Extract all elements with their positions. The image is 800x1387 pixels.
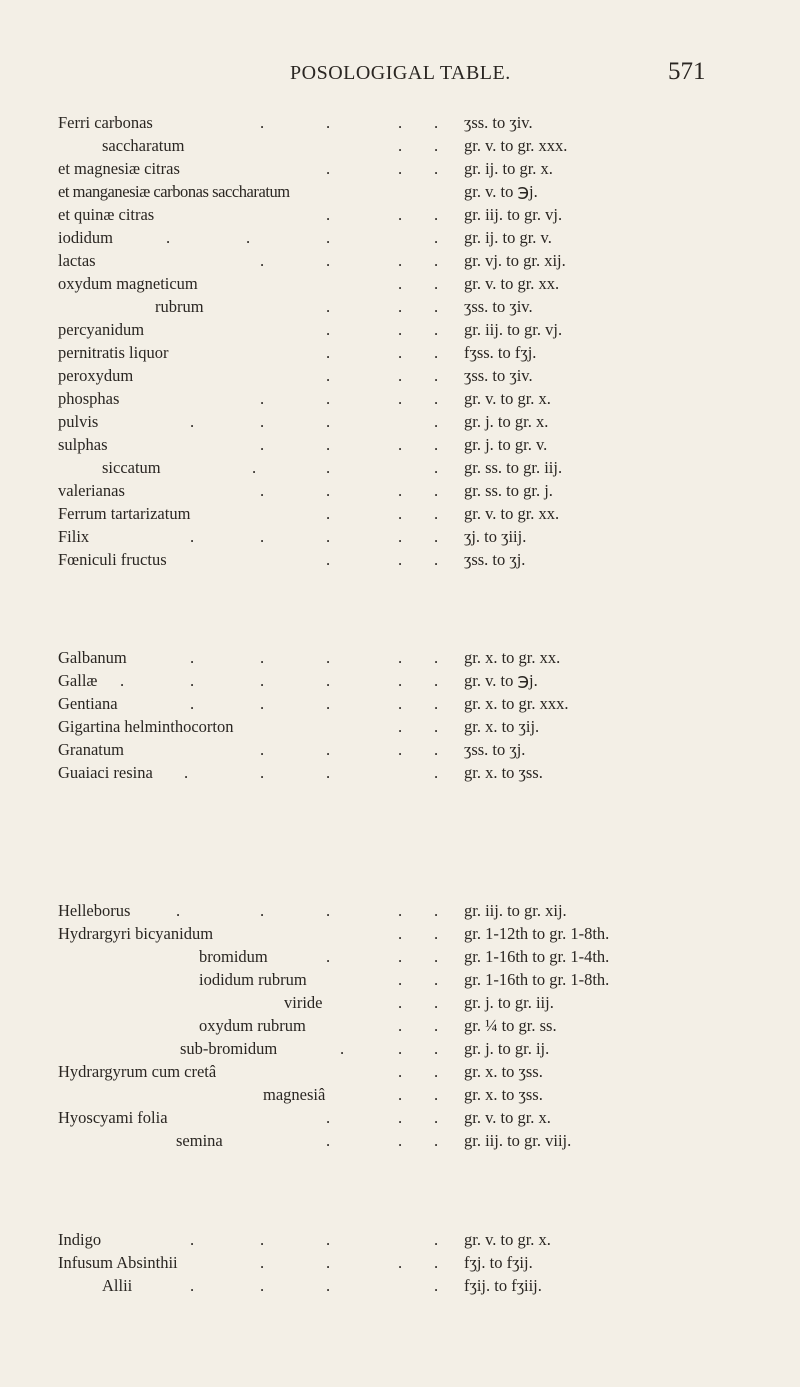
drug-name: Gigartina helminthocorton: [58, 717, 234, 736]
drug-name: Hydrargyrum cum cretâ: [58, 1062, 217, 1081]
drug-name: siccatum: [102, 458, 161, 477]
table-row: magnesiâ . . gr. x. to ʒss.: [263, 1085, 543, 1104]
dose-value: gr. ij. to gr. x.: [464, 159, 553, 178]
page-number: 571: [668, 58, 706, 85]
table-row: pernitratis liquor . . . fʒss. to fʒj.: [58, 343, 537, 362]
table-row: pulvis . . . . gr. j. to gr. x.: [58, 412, 549, 431]
table-row: bromidum . . . gr. 1-16th to gr. 1-4th.: [199, 947, 610, 966]
drug-name: Guaiaci resina: [58, 763, 153, 782]
drug-name: Gentiana: [58, 694, 118, 713]
page-title: POSOLOGIGAL TABLE.: [290, 62, 511, 84]
table-row: viride . . gr. j. to gr. iij.: [284, 993, 554, 1012]
drug-name: rubrum: [155, 297, 204, 316]
drug-name: oxydum magneticum: [58, 274, 198, 293]
drug-name: percyanidum: [58, 320, 145, 339]
dose-value: gr. x. to gr. xx.: [464, 648, 561, 667]
dose-value: gr. v. to gr. xx.: [464, 274, 560, 293]
dose-value: gr. v. to gr. x.: [464, 389, 551, 408]
dose-value: gr. 1-16th to gr. 1-8th.: [464, 970, 610, 989]
page-header: [0, 58, 800, 92]
drug-name: oxydum rubrum: [199, 1016, 306, 1035]
table-row: saccharatum . . gr. v. to gr. xxx.: [102, 136, 568, 155]
dose-value: gr. ss. to gr. iij.: [464, 458, 563, 477]
dose-value: gr. v. to gr. xx.: [464, 504, 560, 523]
table-row: Hydrargyri bicyanidum . . gr. 1-12th to gr. 1-8th.: [58, 924, 610, 943]
dose-value: gr. v. to gr. xxx.: [464, 136, 568, 155]
dose-value: ʒss. to ʒiv.: [464, 297, 533, 316]
table-row: rubrum . . . ʒss. to ʒiv.: [155, 297, 533, 316]
dose-value: gr. j. to gr. iij.: [464, 993, 554, 1012]
dose-value: fʒj. to fʒij.: [464, 1253, 533, 1272]
dose-value: gr. v. to ℈j.: [464, 671, 538, 690]
table-row: Filix . . . . . ʒj. to ʒiij.: [58, 527, 527, 546]
drug-name: pernitratis liquor: [58, 343, 169, 362]
drug-name: Fœniculi fructus: [58, 550, 167, 569]
drug-name: Gallæ: [58, 671, 98, 690]
dose-value: ʒss. to ʒiv.: [464, 113, 533, 132]
dose-value: gr. 1-12th to gr. 1-8th.: [464, 924, 610, 943]
dose-value: gr. v. to ℈j.: [464, 182, 538, 201]
drug-name: lactas: [58, 251, 96, 270]
dose-value: gr. x. to ʒss.: [464, 763, 543, 782]
dose-value: gr. j. to gr. ij.: [464, 1039, 550, 1058]
dose-value: gr. ss. to gr. j.: [464, 481, 553, 500]
table-row: Helleborus . . . . . gr. iij. to gr. xij.: [58, 901, 567, 920]
table-row: iodidum rubrum . . gr. 1-16th to gr. 1-8th.: [199, 970, 610, 989]
table-row: Fœniculi fructus . . . ʒss. to ʒj.: [58, 550, 526, 569]
dose-value: gr. x. to gr. xxx.: [464, 694, 569, 713]
drug-name: semina: [176, 1131, 223, 1150]
table-row: Infusum Absinthii . . . . fʒj. to fʒij.: [58, 1253, 533, 1272]
table-row: iodidum . . . . gr. ij. to gr. v.: [58, 228, 552, 247]
drug-name: et manganesiæ carbonas saccharatum: [58, 182, 290, 201]
dose-value: fʒij. to fʒiij.: [464, 1276, 542, 1295]
drug-name: et magnesiæ citras: [58, 159, 180, 178]
drug-name: magnesiâ: [263, 1085, 326, 1104]
dose-value: gr. j. to gr. v.: [464, 435, 548, 454]
drug-name: iodidum: [58, 228, 114, 247]
drug-name: Helleborus: [58, 901, 131, 920]
dose-value: ʒj. to ʒiij.: [464, 527, 527, 546]
table-row: Allii . . . . fʒij. to fʒiij.: [102, 1276, 542, 1295]
dose-value: gr. j. to gr. x.: [464, 412, 549, 431]
dose-value: ʒss. to ʒj.: [464, 740, 526, 759]
table-row: phosphas . . . . gr. v. to gr. x.: [58, 389, 551, 408]
dose-value: ʒss. to ʒiv.: [464, 366, 533, 385]
table-row: sulphas . . . . gr. j. to gr. v.: [58, 435, 548, 454]
table-row: oxydum magneticum . . gr. v. to gr. xx.: [58, 274, 560, 293]
drug-name: pulvis: [58, 412, 99, 431]
table-row: Guaiaci resina . . . . gr. x. to ʒss.: [58, 763, 543, 782]
drug-name: Indigo: [58, 1230, 102, 1249]
drug-name: Galbanum: [58, 648, 127, 667]
drug-name: Hyoscyami folia: [58, 1108, 168, 1127]
dose-value: gr. ¼ to gr. ss.: [464, 1016, 557, 1035]
drug-name: sulphas: [58, 435, 108, 454]
table-row: Ferrum tartarizatum . . . gr. v. to gr. xx.: [58, 504, 560, 523]
dose-value: gr. x. to ʒss.: [464, 1062, 543, 1081]
table-row: Hyoscyami folia . . . gr. v. to gr. x.: [58, 1108, 551, 1127]
table-row: percyanidum . . . gr. iij. to gr. vj.: [58, 320, 563, 339]
drug-name: viride: [284, 993, 323, 1012]
dose-value: gr. v. to gr. x.: [464, 1230, 551, 1249]
table-row: Gallæ . . . . . . gr. v. to ℈j.: [58, 671, 538, 690]
drug-name: Allii: [102, 1276, 133, 1295]
table-row: [0, 181, 800, 203]
drug-name: Ferri carbonas: [58, 113, 153, 132]
table-row: Ferri carbonas . . . . ʒss. to ʒiv.: [58, 113, 533, 132]
drug-name: phosphas: [58, 389, 120, 408]
drug-name: Hydrargyri bicyanidum: [58, 924, 214, 943]
table-row: et quinæ citras . . . gr. iij. to gr. vj.: [58, 205, 563, 224]
dose-value: ʒss. to ʒj.: [464, 550, 526, 569]
dose-value: gr. x. to ʒij.: [464, 717, 540, 736]
table-row: Gigartina helminthocorton . . gr. x. to ʒij.: [58, 717, 540, 736]
drug-name: peroxydum: [58, 366, 134, 385]
table-row: lactas . . . . gr. vj. to gr. xij.: [58, 251, 566, 270]
dose-value: gr. v. to gr. x.: [464, 1108, 551, 1127]
table-row: peroxydum . . . ʒss. to ʒiv.: [58, 366, 533, 385]
drug-name: Granatum: [58, 740, 124, 759]
dose-value: gr. iij. to gr. vj.: [464, 320, 563, 339]
dose-value: gr. iij. to gr. xij.: [464, 901, 567, 920]
table-row: valerianas . . . . gr. ss. to gr. j.: [58, 481, 553, 500]
dose-value: gr. 1-16th to gr. 1-4th.: [464, 947, 610, 966]
dose-value: gr. iij. to gr. vj.: [464, 205, 563, 224]
table-row: siccatum . . . gr. ss. to gr. iij.: [102, 458, 563, 477]
drug-name: Ferrum tartarizatum: [58, 504, 191, 523]
table-row: Indigo . . . . gr. v. to gr. x.: [58, 1230, 551, 1249]
drug-name: Infusum Absinthii: [58, 1253, 178, 1272]
table-row: Hydrargyrum cum cretâ . . gr. x. to ʒss.: [58, 1062, 543, 1081]
drug-name: bromidum: [199, 947, 268, 966]
table-row: Galbanum . . . . . gr. x. to gr. xx.: [58, 648, 561, 667]
drug-name: sub-bromidum: [180, 1039, 278, 1058]
table-row: et magnesiæ citras . . . gr. ij. to gr. x.: [58, 159, 553, 178]
table-row: semina . . . gr. iij. to gr. viij.: [176, 1131, 572, 1150]
dose-value: gr. vj. to gr. xij.: [464, 251, 566, 270]
table-row: Granatum . . . . ʒss. to ʒj.: [58, 740, 526, 759]
drug-name: iodidum rubrum: [199, 970, 307, 989]
drug-name: Filix: [58, 527, 90, 546]
drug-name: valerianas: [58, 481, 125, 500]
table-row: oxydum rubrum . . gr. ¼ to gr. ss.: [199, 1016, 557, 1035]
table-row: Gentiana . . . . . gr. x. to gr. xxx.: [58, 694, 569, 713]
dose-value: gr. iij. to gr. viij.: [464, 1131, 572, 1150]
drug-name: saccharatum: [102, 136, 185, 155]
table-row: sub-bromidum . . . gr. j. to gr. ij.: [180, 1039, 550, 1058]
dose-value: fʒss. to fʒj.: [464, 343, 537, 362]
dose-value: gr. x. to ʒss.: [464, 1085, 543, 1104]
dose-value: gr. ij. to gr. v.: [464, 228, 552, 247]
drug-name: et quinæ citras: [58, 205, 155, 224]
